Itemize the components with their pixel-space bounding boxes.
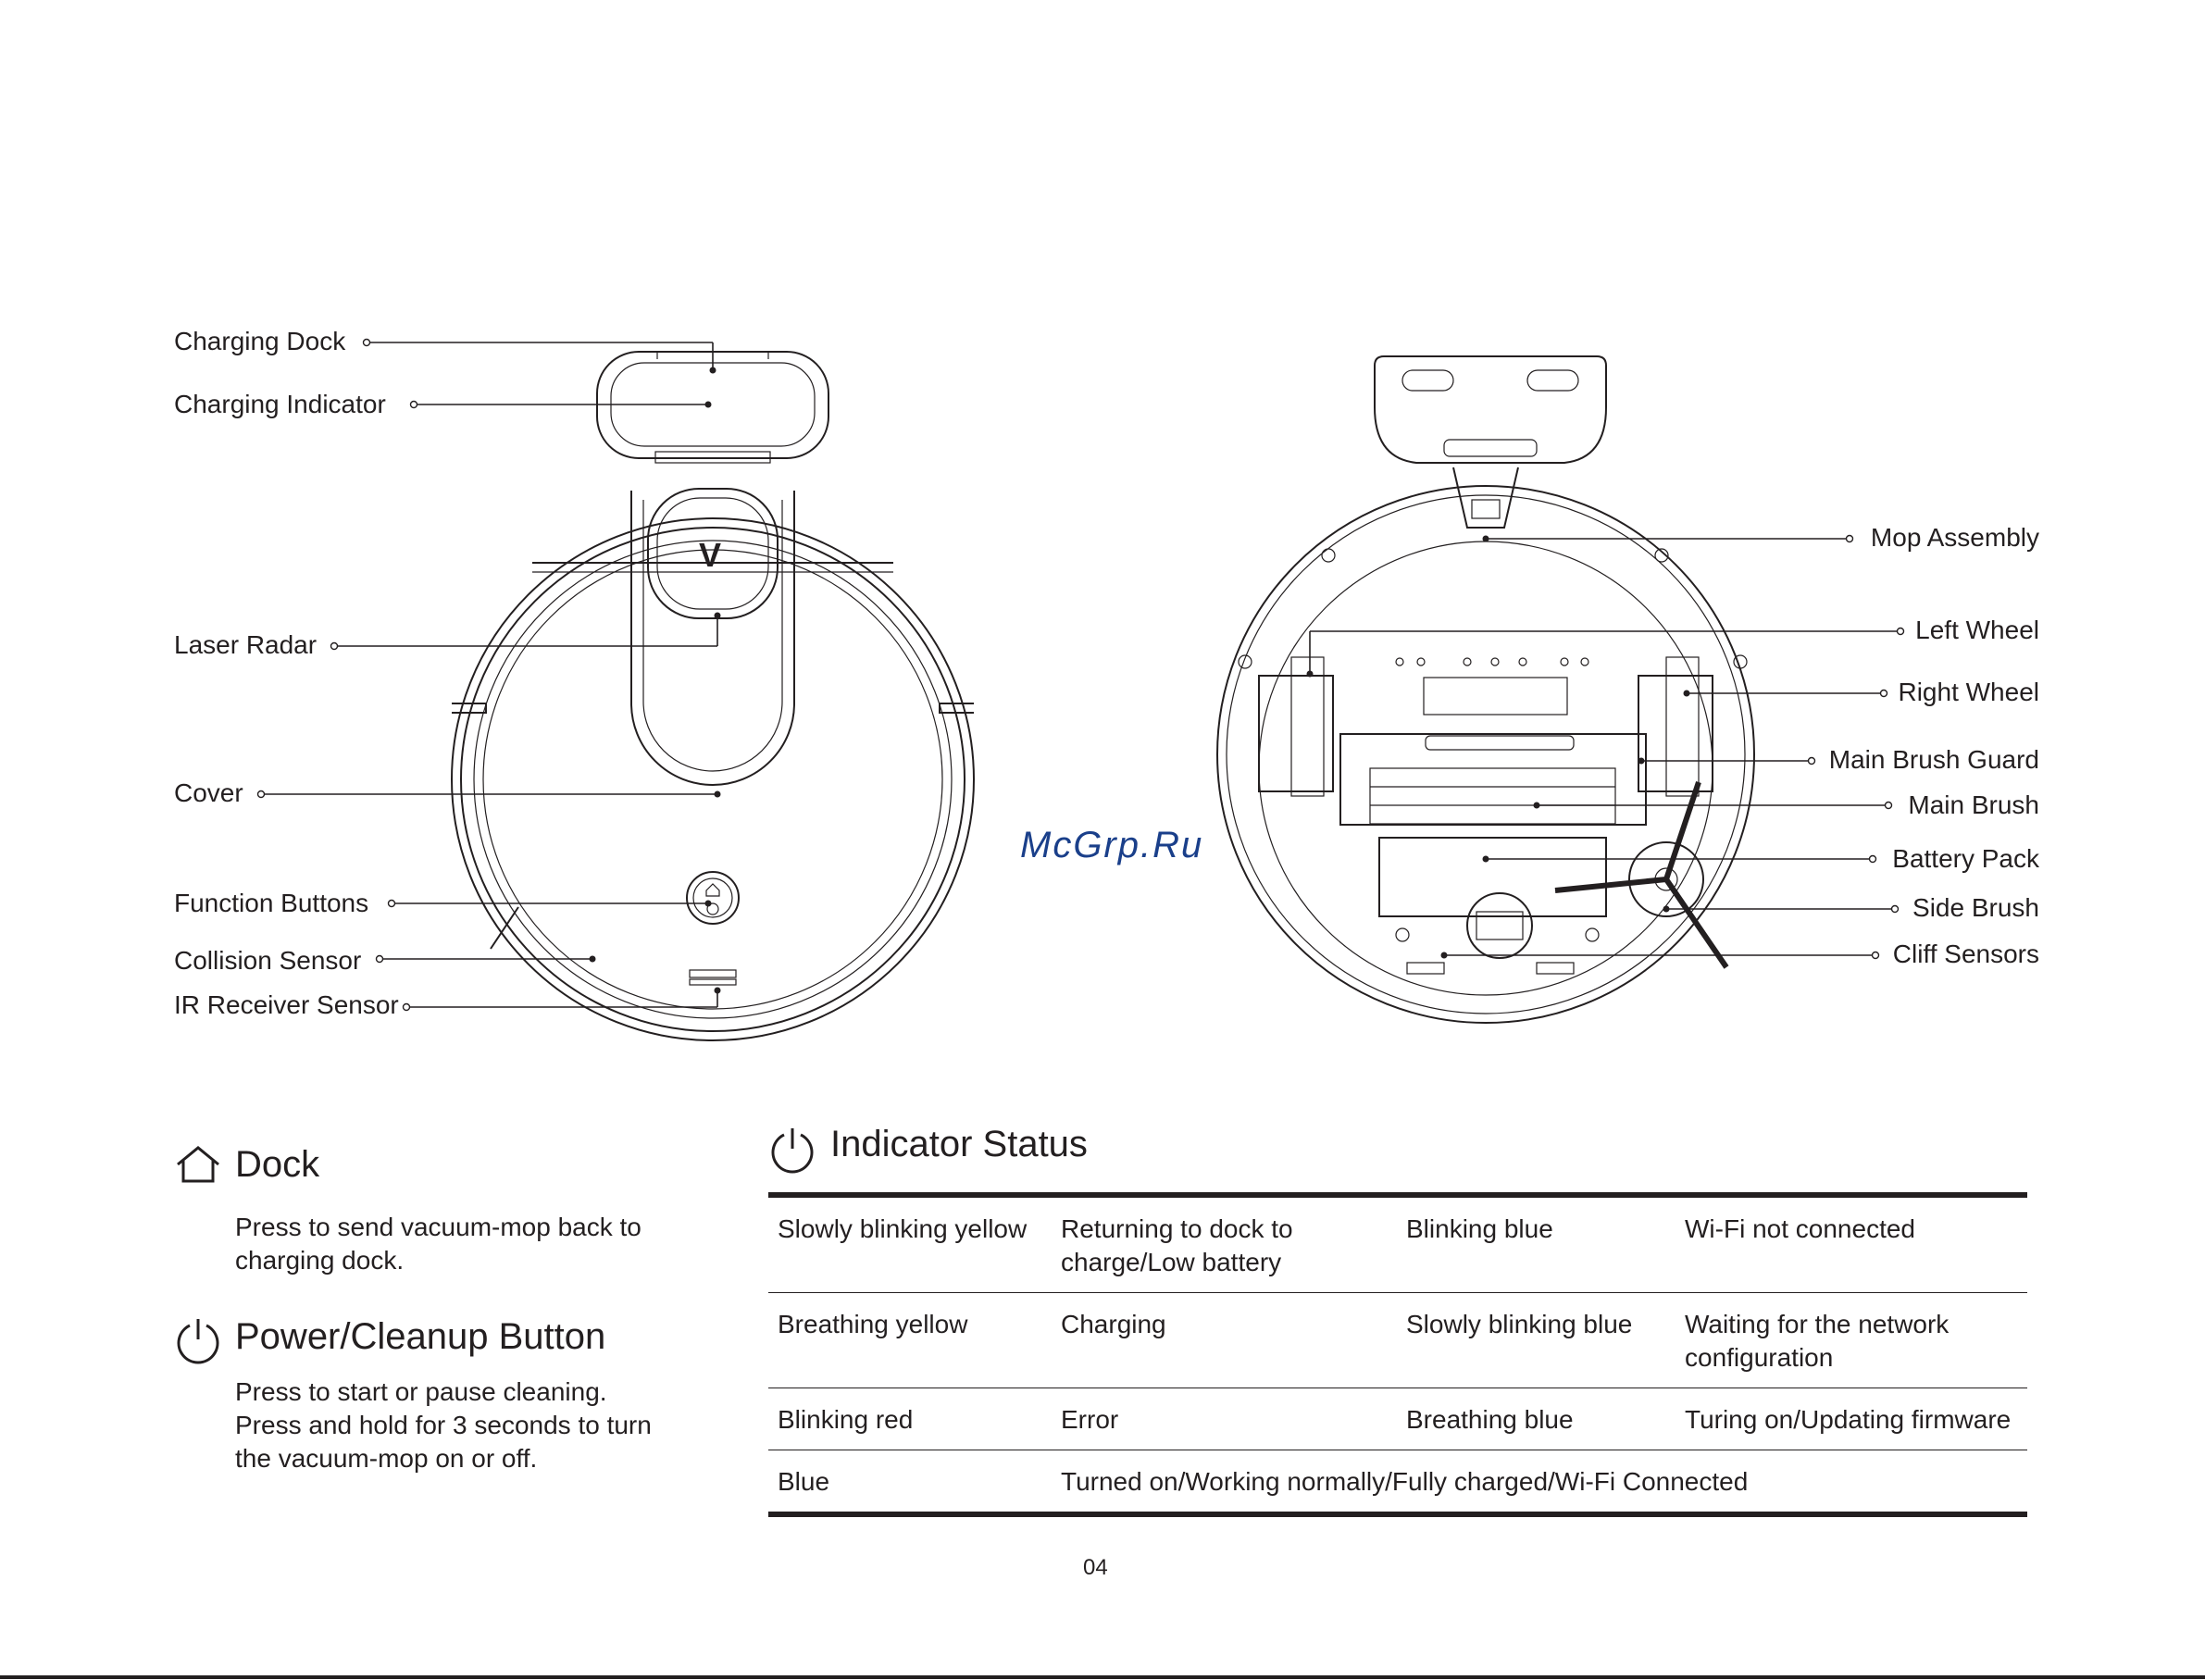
dock-bottom-illustration: [1375, 356, 1606, 528]
indicator-status-table: [768, 1192, 2027, 1517]
status-cell: Blinking blue: [1406, 1214, 1553, 1243]
status-cell: Blue: [768, 1450, 1052, 1515]
robot-bottom-view: [1217, 356, 2040, 1023]
meaning-cell: Turned on/Working normally/Fully charged/Wi-Fi Connected: [1052, 1450, 2027, 1515]
dock-description: Press to send vacuum-mop back to charging dock.: [235, 1213, 642, 1275]
power-icon: [174, 1316, 222, 1364]
page-number: 04: [1083, 1555, 1108, 1580]
dock-title: Dock: [235, 1144, 320, 1185]
label-mop-assembly: Mop Assembly: [1870, 523, 2039, 552]
robot-body-bottom: [1217, 486, 1754, 1023]
table-row: [768, 1293, 2027, 1388]
label-cliff-sensors: Cliff Sensors: [1892, 940, 2039, 968]
label-charging-indicator: Charging Indicator: [174, 390, 386, 418]
meaning-cell: Waiting for the network configuration: [1676, 1293, 2027, 1388]
label-collision-sensor: Collision Sensor: [174, 946, 362, 975]
table-row: [768, 1450, 2027, 1515]
meaning-cell: Turing on/Updating firmware: [1676, 1388, 2027, 1450]
robot-top-view: [174, 327, 974, 1040]
page-bottom-rule: [0, 1675, 2205, 1679]
label-function-buttons: Function Buttons: [174, 889, 369, 917]
label-cover: Cover: [174, 778, 243, 807]
watermark: McGrp.Ru: [1020, 825, 1204, 865]
status-cell: Slowly blinking yellow: [778, 1214, 1028, 1243]
label-left-wheel: Left Wheel: [1915, 616, 2039, 644]
label-main-brush: Main Brush: [1908, 790, 2039, 819]
meaning-cell: Wi-Fi not connected: [1685, 1214, 1915, 1243]
meaning-cell: Returning to dock to charge/Low battery: [1061, 1214, 1293, 1276]
status-cell: Breathing blue: [1397, 1388, 1676, 1450]
meaning-cell: Charging: [1052, 1293, 1397, 1388]
power-description: Press to start or pause cleaning. Press and hold for 3 seconds to turn the vacuum-mop on or off.: [235, 1377, 652, 1473]
label-laser-radar: Laser Radar: [174, 630, 318, 659]
label-side-brush: Side Brush: [1912, 893, 2039, 922]
home-icon: [174, 1144, 222, 1185]
status-cell: Blinking red: [768, 1388, 1052, 1450]
indicator-status-title: Indicator Status: [830, 1124, 1088, 1164]
power-icon: [768, 1126, 816, 1174]
status-cell: Breathing yellow: [768, 1293, 1052, 1388]
power-title: Power/Cleanup Button: [235, 1316, 606, 1357]
table-row: [768, 1388, 2027, 1450]
label-charging-dock: Charging Dock: [174, 327, 346, 355]
status-cell: Slowly blinking blue: [1397, 1293, 1676, 1388]
meaning-cell: Error: [1052, 1388, 1397, 1450]
table-row: [768, 1195, 2027, 1293]
label-battery-pack: Battery Pack: [1892, 844, 2039, 873]
label-main-brush-guard: Main Brush Guard: [1828, 745, 2039, 774]
label-ir-receiver-sensor: IR Receiver Sensor: [174, 990, 399, 1019]
label-right-wheel: Right Wheel: [1898, 678, 2039, 706]
svg-text:V: V: [699, 536, 722, 574]
robot-body-top: [452, 489, 974, 1040]
